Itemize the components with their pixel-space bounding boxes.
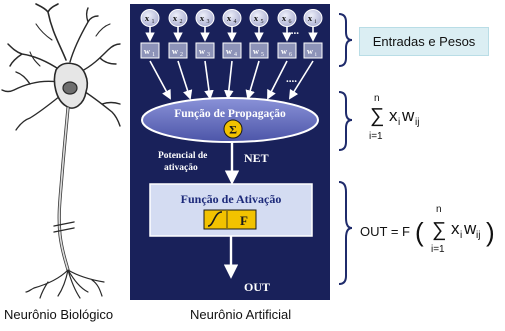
weight-label: w bbox=[280, 46, 288, 56]
out-sum-symbol: ∑ bbox=[432, 219, 447, 241]
propagation-function-label: Função de Propagação bbox=[174, 108, 286, 120]
weight-subscript: 3 bbox=[207, 52, 210, 58]
sum-w-subscript: ij bbox=[415, 117, 420, 128]
input-subscript: 3 bbox=[206, 19, 210, 25]
weight-label: w bbox=[252, 46, 260, 56]
out-formula-prefix: OUT = F bbox=[360, 224, 410, 239]
weight-label: w bbox=[143, 46, 151, 56]
out-open-paren: ( bbox=[415, 217, 424, 247]
input-subscript: 2 bbox=[179, 19, 183, 25]
sum-lower-limit: i=1 bbox=[369, 131, 383, 142]
sum-x-term: x bbox=[389, 106, 398, 125]
net-label: NET bbox=[244, 151, 269, 165]
input-subscript: 6 bbox=[288, 19, 292, 25]
weight-subscript: 1 bbox=[152, 52, 155, 58]
input-subscript: i bbox=[314, 19, 317, 25]
input-node bbox=[141, 10, 159, 27]
out-x-term: x bbox=[451, 219, 460, 238]
weight-subscript: 2 bbox=[180, 52, 183, 58]
input-label: x bbox=[199, 13, 205, 23]
weight-label: w bbox=[225, 46, 233, 56]
inputs-ellipsis: .... bbox=[288, 25, 299, 37]
sum-x-subscript: i bbox=[398, 117, 401, 128]
input-label: x bbox=[172, 13, 178, 23]
out-w-term: w bbox=[464, 219, 477, 238]
activation-function-label: Função de Ativação bbox=[180, 192, 282, 206]
propagation-brace bbox=[339, 92, 352, 150]
input-subscript: 5 bbox=[260, 19, 264, 25]
input-label: x bbox=[226, 13, 232, 23]
input-label: x bbox=[253, 13, 259, 23]
input-subscript: 4 bbox=[233, 19, 237, 25]
out-sum-upper-limit: n bbox=[436, 204, 442, 215]
weight-subscript: i bbox=[315, 52, 317, 58]
inputs-brace bbox=[339, 14, 352, 66]
activation-symbol: F bbox=[240, 213, 248, 228]
biological-neuron bbox=[2, 4, 120, 298]
caption-artificial-neuron: Neurônio Artificial bbox=[190, 307, 292, 322]
caption-biological-neuron: Neurônio Biológico bbox=[4, 307, 114, 322]
weight-subscript: 4 bbox=[234, 52, 237, 58]
sum-symbol: ∑ bbox=[370, 105, 385, 127]
activation-potential-label-line2: ativação bbox=[164, 163, 198, 173]
activation-brace bbox=[339, 182, 352, 284]
weight-label: w bbox=[306, 46, 314, 56]
weight-subscript: 6 bbox=[289, 52, 292, 58]
weight-label: w bbox=[198, 46, 206, 56]
input-node bbox=[223, 10, 241, 27]
input-node bbox=[278, 10, 296, 27]
weight-label: w bbox=[171, 46, 179, 56]
input-node bbox=[304, 10, 322, 27]
activation-potential-label-line1: Potencial de bbox=[158, 151, 208, 161]
sum-w-term: w bbox=[402, 106, 415, 125]
out-x-subscript: i bbox=[460, 230, 463, 241]
input-node bbox=[196, 10, 214, 27]
out-w-subscript: ij bbox=[476, 230, 481, 241]
propagation-formula bbox=[369, 93, 419, 142]
output-formula bbox=[360, 204, 495, 255]
input-label: x bbox=[281, 13, 287, 23]
sum-upper-limit: n bbox=[374, 93, 380, 104]
activation-symbol-box bbox=[204, 210, 256, 229]
inputs-and-weights-callout: Entradas e Pesos bbox=[359, 27, 489, 56]
input-subscript: 1 bbox=[151, 19, 155, 25]
weight-subscript: 5 bbox=[261, 52, 264, 58]
weights-ellipsis: .... bbox=[286, 73, 297, 85]
input-node bbox=[169, 10, 187, 27]
input-label: x bbox=[307, 13, 313, 23]
input-label: x bbox=[144, 13, 150, 23]
out-close-paren: ) bbox=[486, 217, 495, 247]
out-sum-lower-limit: i=1 bbox=[431, 244, 445, 255]
out-label: OUT bbox=[244, 280, 271, 294]
sigma-symbol: Σ bbox=[229, 122, 237, 137]
input-node bbox=[250, 10, 268, 27]
